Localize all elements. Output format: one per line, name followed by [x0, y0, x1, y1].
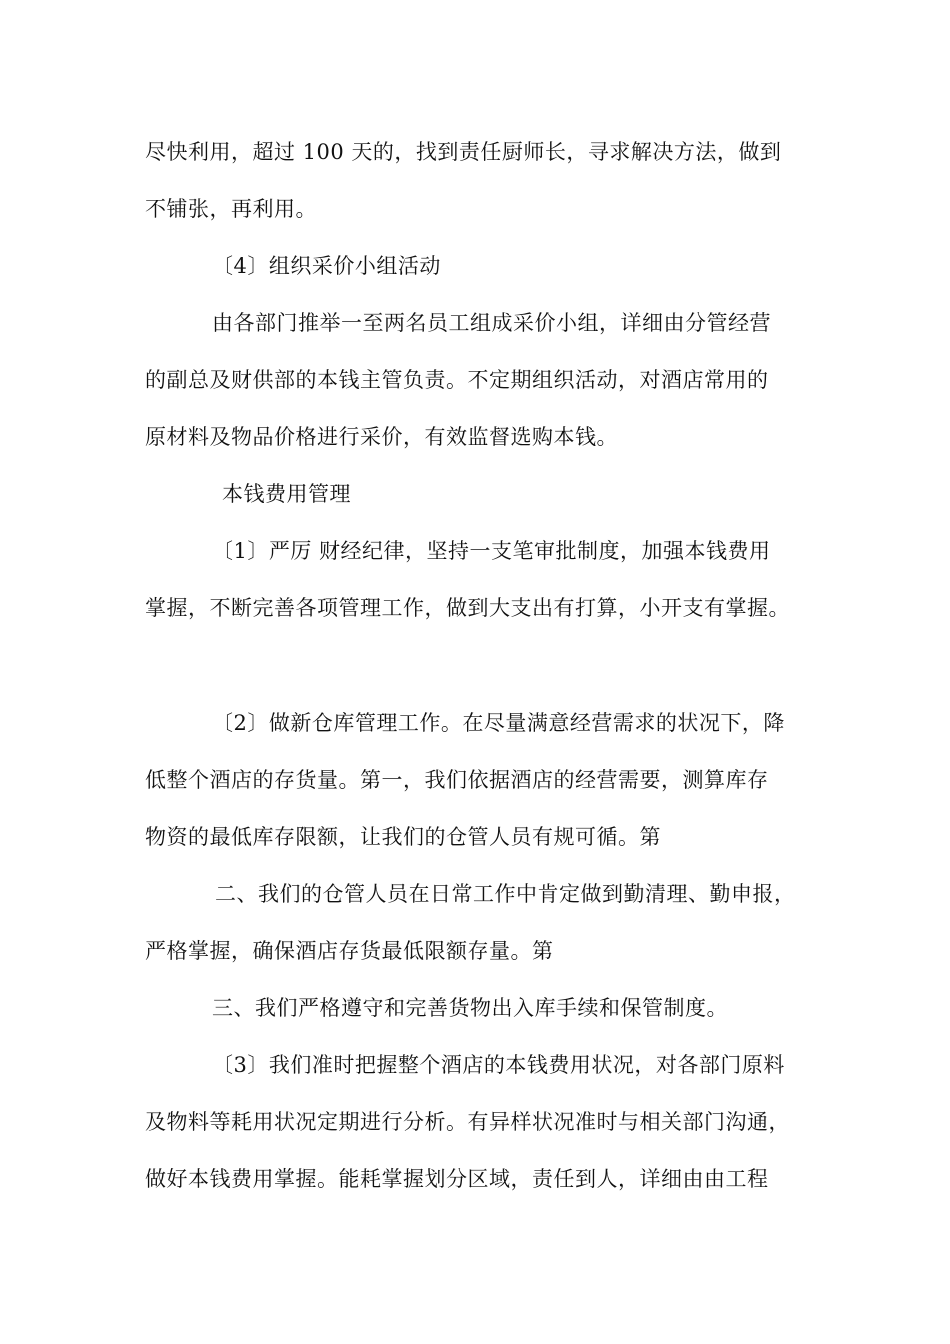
- text-line-5: 的副总及财供部的本钱主管负责。不定期组织活动，对酒店常用的: [145, 368, 769, 392]
- section-heading-cost: 本钱费用管理: [222, 482, 351, 506]
- text-line-16: 〔3〕我们准时把握整个酒店的本钱费用状况，对各部门原料: [212, 1053, 785, 1077]
- text-line-8: 〔1〕严厉 财经纪律，坚持一支笔审批制度，加强本钱费用: [212, 539, 771, 563]
- text-line-1: 尽快利用，超过 100 天的，找到责任厨师长，寻求解决方法，做到: [145, 140, 782, 164]
- text-line-10: 〔2〕做新仓库管理工作。在尽量满意经营需求的状况下，降: [212, 711, 785, 735]
- text-line-12: 物资的最低库存限额，让我们的仓管人员有规可循。第: [145, 825, 661, 849]
- text-line-17: 及物料等耗用状况定期进行分析。有异样状况准时与相关部门沟通，: [145, 1110, 790, 1134]
- text-line-11: 低整个酒店的存货量。第一，我们依据酒店的经营需要，测算库存: [145, 768, 769, 792]
- text-line-4: 由各部门推举一至两名员工组成采价小组，详细由分管经营: [212, 311, 771, 335]
- text-line-14: 严格掌握，确保酒店存货最低限额存量。第: [145, 939, 554, 963]
- text-line-18: 做好本钱费用掌握。能耗掌握划分区域，责任到人，详细由由工程: [145, 1167, 769, 1191]
- text-line-13: 二、我们的仓管人员在日常工作中肯定做到勤清理、勤申报，: [215, 882, 796, 906]
- text-line-15: 三、我们严格遵守和完善货物出入库手续和保管制度。: [212, 996, 728, 1020]
- text-line-2: 不铺张，再利用。: [145, 197, 317, 221]
- text-line-6: 原材料及物品价格进行采价，有效监督选购本钱。: [145, 425, 618, 449]
- section-heading-4: 〔4〕组织采价小组活动: [212, 254, 441, 278]
- text-line-9: 掌握，不断完善各项管理工作，做到大支出有打算，小开支有掌握。: [145, 596, 790, 620]
